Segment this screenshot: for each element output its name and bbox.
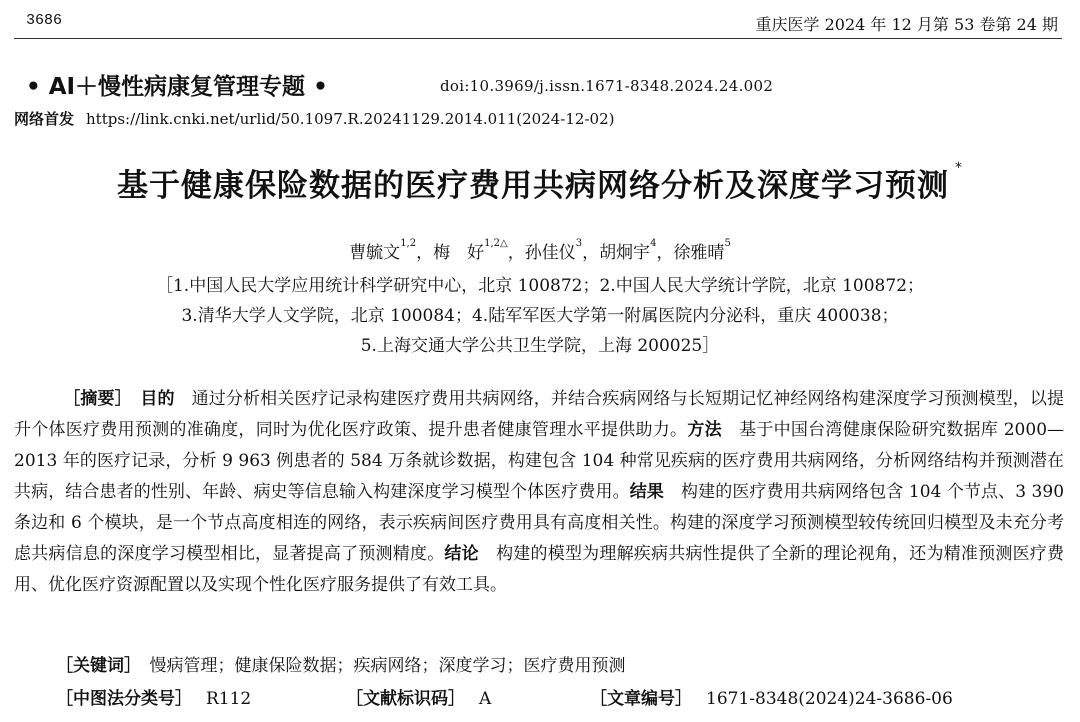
author-affiliation-mark: 1,2△ xyxy=(484,238,508,249)
author-affiliation-mark: 3 xyxy=(575,238,583,249)
affiliation-line: ［1.中国人民大学应用统计科学研究中心，北京 100872；2.中国人民大学统计学院，北京 100872； xyxy=(155,276,925,296)
header-divider xyxy=(14,38,1062,39)
author-name: 曹毓文 xyxy=(349,243,401,263)
article-number-label: ［文章编号］ xyxy=(590,689,692,709)
document-code-value: A xyxy=(479,689,492,709)
author-name: 梅 好 xyxy=(433,243,485,263)
affiliation-line: 3.清华大学人文学院，北京 100084；4.陆军军医大学第一附属医院内分泌科，重庆 400038； xyxy=(181,306,899,326)
author-affiliation-mark: 4 xyxy=(650,238,657,249)
author-list xyxy=(0,238,1080,263)
column-title: AI＋慢性病康复管理专题 xyxy=(48,74,306,100)
clc-number xyxy=(56,684,251,709)
affiliation-line: 5.上海交通大学公共卫生学院，上海 200025］ xyxy=(360,336,720,356)
author-name: 徐雅晴 xyxy=(673,243,725,263)
conclusion-label: 结论 xyxy=(444,544,479,564)
article-number xyxy=(590,684,953,709)
keywords xyxy=(56,651,626,676)
author-name: 胡炯宇 xyxy=(599,243,651,263)
results-text: 构建的医疗费用共病网络包含 104 个节点、3 390 条边和 6 个模块，是一个节点高度相连的网络，表示疾病间医疗费用具有高度相关性。构建的深度学习预测模型较传统回归模型及未充分考虑共病信息的深度学习模型相比，显著提高了预测精度。 xyxy=(14,482,1065,564)
conclusion-text: 构建的模型为理解疾病共病性提供了全新的理论视角，还为精准预测医疗费用、优化医疗资源配置以及实现个性化医疗服务提供了有效工具。 xyxy=(14,544,1065,595)
online-first-label: 网络首发 xyxy=(14,110,75,128)
author-separator: ， xyxy=(656,243,674,263)
journal-header: 重庆医学 2024 年 12 月第 53 卷第 24 期 xyxy=(755,15,1058,34)
article-title-text: 基于健康保险数据的医疗费用共病网络分析及深度学习预测 xyxy=(117,168,949,204)
article-number-value: 1671-8348(2024)24-3686-06 xyxy=(706,689,953,709)
methods-text: 基于中国台湾健康保险研究数据库 2000—2013 年的医疗记录，分析 9 963 例患者的 584 万条就诊数据，构建包含 104 种常见疾病的医疗费用共病网络，分析网络结构并预测潜在共病，结合患者的性别、年龄、病史等信息输入构建深度学习模型个体医疗费用。 xyxy=(14,420,1065,502)
author-affiliation-mark: 1,2 xyxy=(400,238,417,249)
author-separator: ， xyxy=(507,243,525,263)
author-name: 孙佳仪 xyxy=(524,243,576,263)
column-dot-left: • xyxy=(26,74,41,100)
column-dot-right: • xyxy=(313,74,328,100)
title-footnote-mark: * xyxy=(955,160,963,176)
document-code-label: ［文献标识码］ xyxy=(346,689,465,709)
author-separator: ， xyxy=(416,243,434,263)
document-code xyxy=(346,684,491,709)
objective-text: 通过分析相关医疗记录构建医疗费用共病网络，并结合疾病网络与长短期记忆神经网络构建深度学习预测模型，以提升个体医疗费用预测的准确度，同时为优化医疗政策、提升患者健康管理水平提供助力。 xyxy=(14,389,1065,440)
doi[interactable]: doi:10.3969/j.issn.1671-8348.2024.24.002 xyxy=(440,77,774,95)
abstract xyxy=(14,384,1064,601)
clc-value: R112 xyxy=(206,689,252,709)
results-label: 结果 xyxy=(629,482,664,502)
keywords-text: 慢病管理；健康保险数据；疾病网络；深度学习；医疗费用预测 xyxy=(149,656,626,676)
author-separator: ， xyxy=(582,243,600,263)
clc-label: ［中图法分类号］ xyxy=(56,689,192,709)
column-heading xyxy=(18,68,336,101)
abstract-label: ［摘要］ xyxy=(63,389,124,409)
online-first-url[interactable]: https://link.cnki.net/urlid/50.1097.R.20241129.2014.011(2024-12-02) xyxy=(86,110,615,128)
keywords-label: ［关键词］ xyxy=(56,656,133,676)
online-first xyxy=(14,108,614,129)
author-affiliation-mark: 5 xyxy=(724,238,731,249)
article-title xyxy=(0,160,1080,205)
objective-label: 目的 xyxy=(140,389,175,409)
methods-label: 方法 xyxy=(687,420,722,440)
page-number: 3686 xyxy=(26,12,63,29)
